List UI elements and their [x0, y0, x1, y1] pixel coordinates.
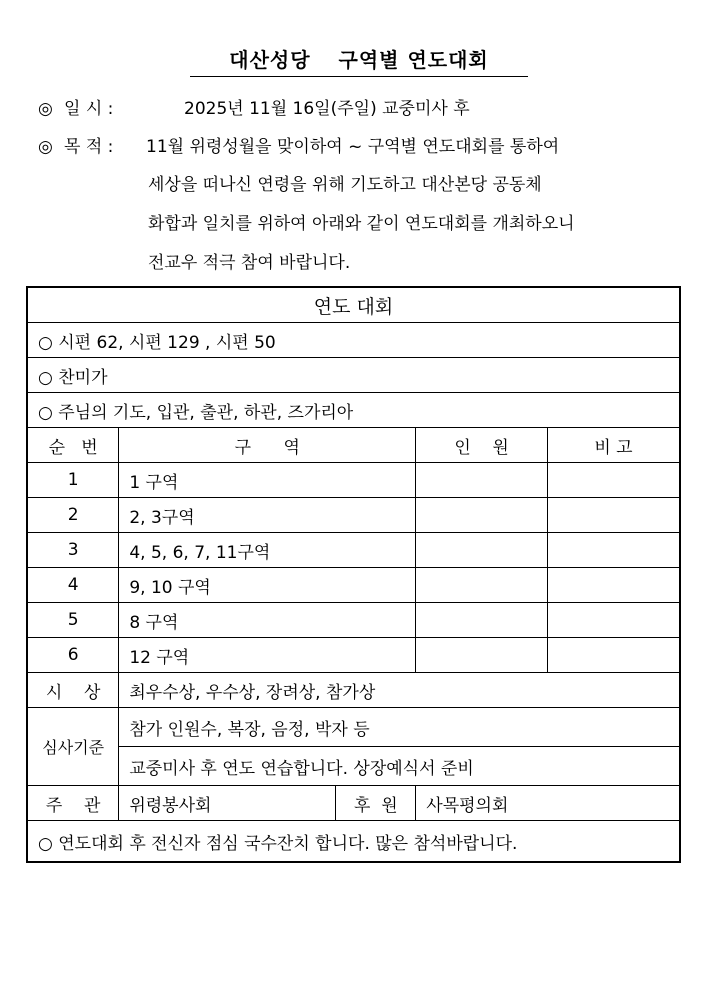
circle-icon: ○	[38, 402, 53, 423]
row-district: 4, 5, 6, 7, 11구역	[119, 533, 416, 568]
col-header-district: 구 역	[119, 428, 416, 463]
circle-icon: ○	[38, 367, 53, 388]
date-label: 일 시 :	[64, 99, 114, 119]
item-prayers: ○ 주님의 기도, 입관, 출관, 하관, 즈가리아	[27, 393, 680, 428]
row-people	[416, 498, 548, 533]
row-note	[547, 463, 680, 498]
row-note	[547, 533, 680, 568]
table-row	[27, 603, 680, 638]
event-table	[26, 286, 681, 863]
host-label: 주 관	[27, 786, 119, 821]
purpose-label: 목 적 :	[64, 137, 114, 157]
row-people	[416, 603, 548, 638]
purpose-text-2: 세상을 떠나신 연령을 위해 기도하고 대산본당 공동체	[148, 175, 542, 195]
award-value: 최우수상, 우수상, 장려상, 참가상	[119, 673, 680, 708]
criteria-value-1: 참가 인원수, 복장, 음정, 박자 등	[119, 708, 680, 747]
row-no: 2	[27, 498, 119, 533]
row-note	[547, 498, 680, 533]
row-district: 9, 10 구역	[119, 568, 416, 603]
table-header: 연도 대회	[27, 287, 680, 323]
title-church: 대산성당	[229, 48, 311, 72]
criteria-value-2: 교중미사 후 연도 연습합니다. 상장예식서 준비	[119, 747, 680, 786]
table-row	[27, 568, 680, 603]
row-district: 1 구역	[119, 463, 416, 498]
table-row	[27, 533, 680, 568]
purpose-text-3: 화합과 일치를 위하여 아래와 같이 연도대회를 개최하오니	[148, 214, 575, 234]
row-district: 2, 3구역	[119, 498, 416, 533]
row-people	[416, 463, 548, 498]
purpose-text-1: 11월 위령성월을 맞이하여 ~ 구역별 연도대회를 통하여	[146, 137, 560, 157]
row-note	[547, 638, 680, 673]
title-event: 구역별 연도대회	[338, 48, 489, 72]
row-people	[416, 638, 548, 673]
row-no: 5	[27, 603, 119, 638]
purpose-line	[38, 132, 559, 157]
table-row	[27, 498, 680, 533]
table-row	[27, 638, 680, 673]
col-header-no: 순 번	[27, 428, 119, 463]
criteria-label: 심사기준	[27, 708, 119, 786]
item-psalms: ○ 시편 62, 시편 129 , 시편 50	[27, 323, 680, 358]
sponsor-label: 후 원	[336, 786, 416, 821]
row-district: 12 구역	[119, 638, 416, 673]
award-label: 시 상	[27, 673, 119, 708]
col-header-note: 비 고	[547, 428, 680, 463]
purpose-text-4: 전교우 적극 참여 바랍니다.	[148, 253, 351, 273]
footer-note: ○ 연도대회 후 전신자 점심 국수잔치 합니다. 많은 참석바랍니다.	[27, 821, 680, 863]
item-hymn: ○ 찬미가	[27, 358, 680, 393]
row-no: 4	[27, 568, 119, 603]
circle-icon: ○	[38, 332, 53, 353]
row-people	[416, 533, 548, 568]
double-circle-icon: ◎	[38, 137, 53, 157]
row-district: 8 구역	[119, 603, 416, 638]
row-note	[547, 568, 680, 603]
sponsor-value: 사목평의회	[416, 786, 680, 821]
double-circle-icon: ◎	[38, 99, 53, 119]
host-value: 위령봉사회	[119, 786, 336, 821]
date-line	[38, 94, 470, 119]
row-no: 6	[27, 638, 119, 673]
table-row	[27, 463, 680, 498]
circle-icon: ○	[38, 833, 53, 854]
row-people	[416, 568, 548, 603]
row-note	[547, 603, 680, 638]
col-header-people: 인 원	[416, 428, 548, 463]
page-title	[190, 44, 528, 77]
date-value: 2025년 11월 16일(주일) 교중미사 후	[184, 99, 470, 119]
row-no: 3	[27, 533, 119, 568]
row-no: 1	[27, 463, 119, 498]
